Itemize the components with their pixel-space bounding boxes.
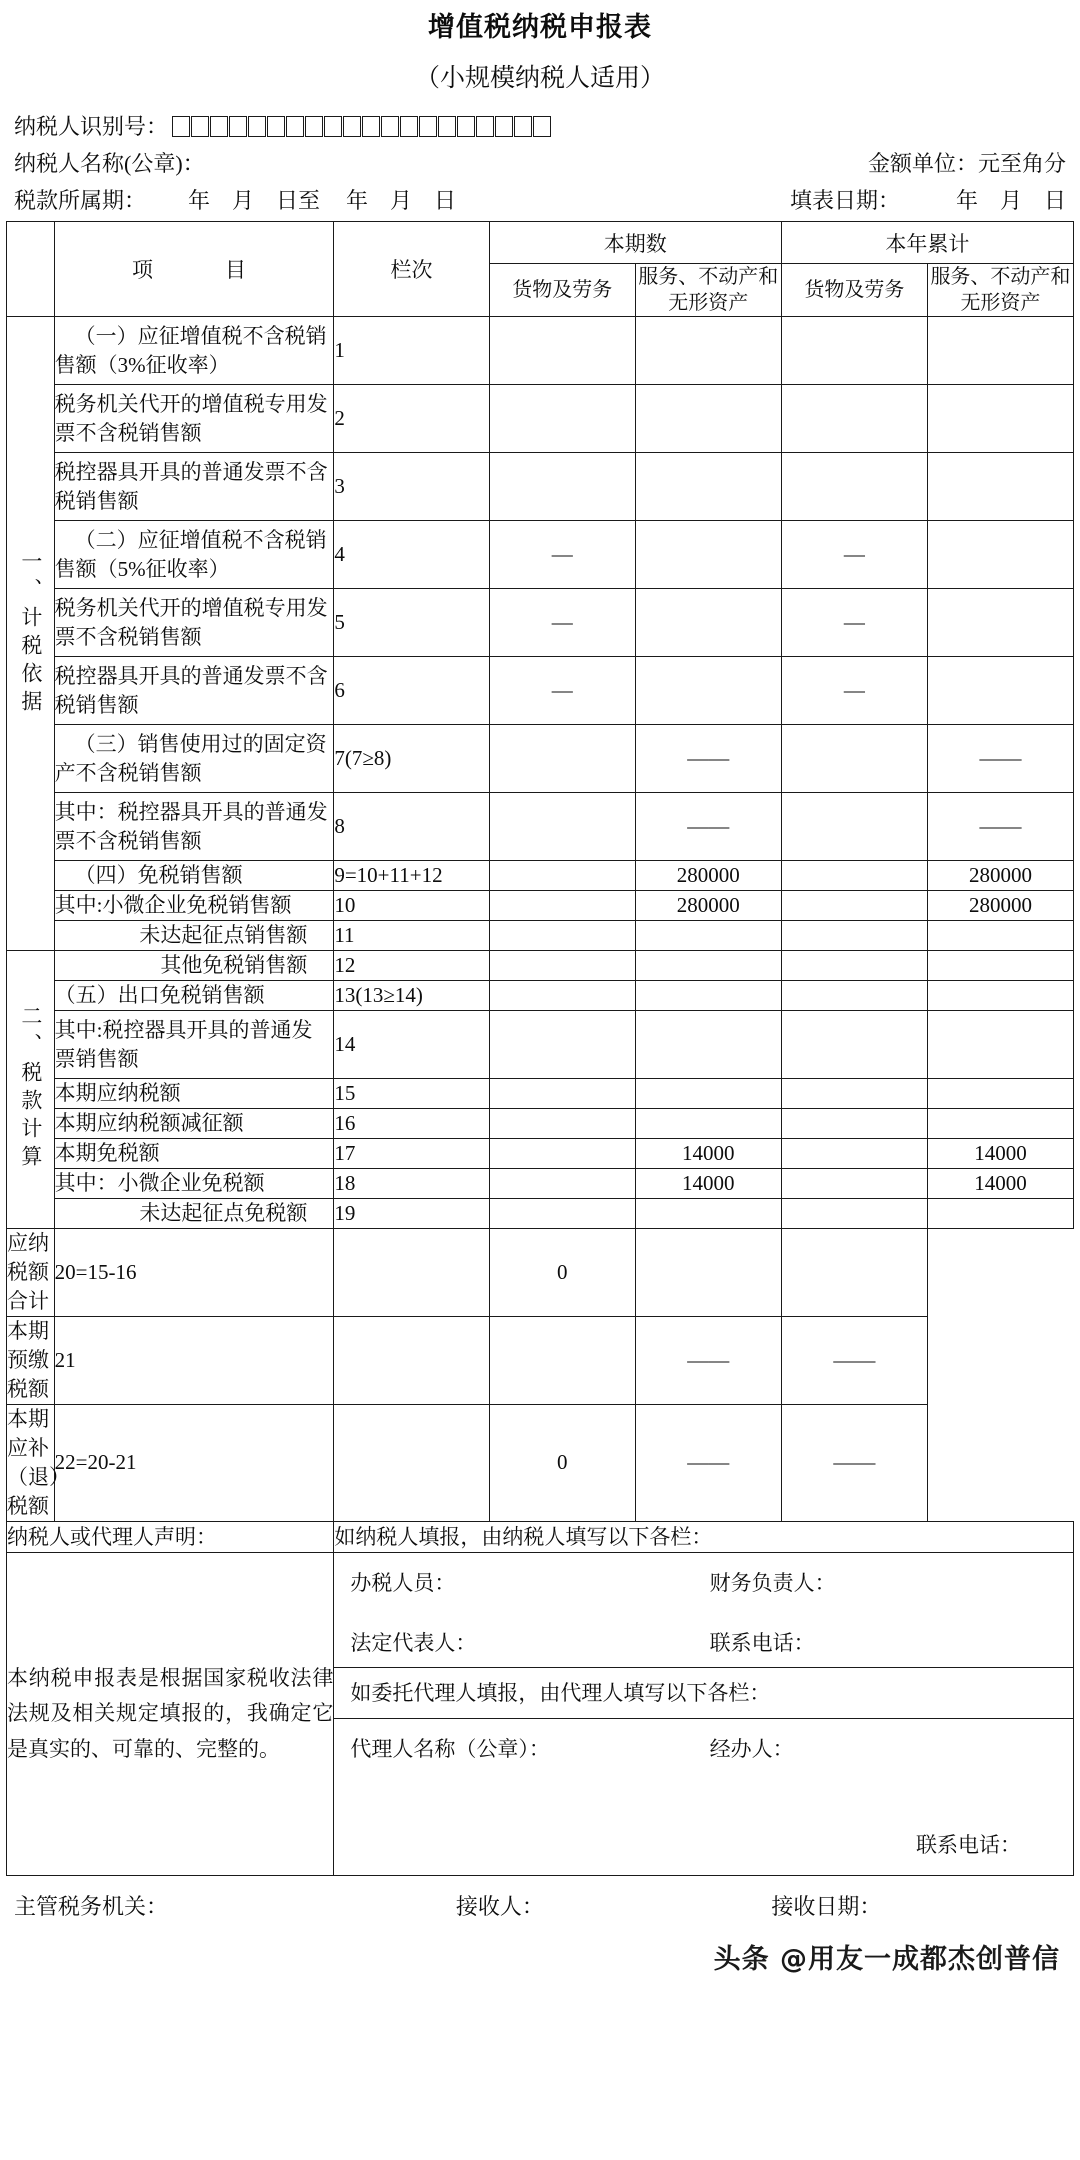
taxpayer-id-box[interactable] [476, 116, 494, 137]
cell-services-cumulative[interactable] [927, 1109, 1073, 1139]
cell-goods-cumulative[interactable]: —— [635, 1316, 781, 1404]
period-label: 税款所属期： [14, 188, 147, 214]
cell-goods-current[interactable] [489, 1138, 635, 1168]
cell-goods-current[interactable] [489, 793, 635, 861]
col-group-current-period: 本期数 [489, 222, 781, 264]
receiver-field[interactable]: 接收人： [455, 1894, 544, 1920]
taxpayer-id-box[interactable] [172, 116, 190, 137]
row-item-label: 税务机关代开的增值税专用发票不含税销售额 [54, 385, 334, 453]
agent-notice: 如委托代理人填报，由代理人填写以下各栏： [334, 1668, 1073, 1719]
cell-services-current[interactable] [635, 921, 781, 951]
taxpayer-id-box[interactable] [400, 116, 418, 137]
cell-services-current[interactable]: 280000 [635, 861, 781, 891]
row-item-label: （四）免税销售额 [54, 861, 334, 891]
self-filed-fields [334, 1553, 1073, 1668]
section-label [7, 951, 55, 1229]
row-item-label: 本期免税额 [54, 1138, 334, 1168]
cell-goods-cumulative[interactable] [781, 793, 927, 861]
taxpayer-name-row [14, 138, 1066, 175]
cell-services-cumulative[interactable] [927, 951, 1073, 981]
cell-services-cumulative[interactable]: —— [781, 1404, 927, 1521]
period-row [14, 175, 1066, 221]
table-row [7, 453, 1074, 521]
row-item-label: 税控器具开具的普通发票不含税销售额 [54, 657, 334, 725]
taxpayer-id-box[interactable] [343, 116, 361, 137]
declaration-statement: 本纳税申报表是根据国家税收法律法规及相关规定填报的，我确定它是真实的、可靠的、完整的。 [7, 1553, 334, 1876]
cell-services-cumulative[interactable] [927, 521, 1073, 589]
cell-services-current[interactable] [635, 951, 781, 981]
cell-services-cumulative[interactable] [927, 981, 1073, 1011]
cell-goods-cumulative[interactable] [781, 1198, 927, 1228]
cell-services-cumulative[interactable] [927, 1011, 1073, 1079]
cell-goods-current[interactable] [489, 981, 635, 1011]
row-line-number: 8 [334, 793, 489, 861]
row-item-label: 税控器具开具的普通发票不含税销售额 [54, 453, 334, 521]
cell-goods-current[interactable]: — [489, 657, 635, 725]
page-title: 增值税纳税申报表 [428, 12, 652, 42]
taxpayer-id-box[interactable] [324, 116, 342, 137]
cell-services-cumulative[interactable] [927, 453, 1073, 521]
cell-goods-cumulative[interactable]: — [781, 589, 927, 657]
col-header-lineno: 栏次 [334, 222, 489, 317]
handler-field[interactable]: 办税人员： [350, 1571, 456, 1595]
declaration-row-2 [7, 1553, 1074, 1876]
cell-goods-current[interactable] [489, 1079, 635, 1109]
cell-goods-current[interactable] [489, 1198, 635, 1228]
taxpayer-id-box[interactable] [191, 116, 209, 137]
row-line-number: 12 [334, 951, 489, 981]
table-row [7, 589, 1074, 657]
cell-goods-current[interactable]: — [489, 521, 635, 589]
declaration-section [7, 1521, 1074, 1876]
table-row [7, 1198, 1074, 1228]
row-line-number: 7(7≥8) [334, 725, 489, 793]
table-row [7, 1079, 1074, 1109]
cell-goods-current[interactable] [489, 891, 635, 921]
taxpayer-id-box[interactable] [286, 116, 304, 137]
cell-goods-current[interactable] [489, 921, 635, 951]
cell-services-current[interactable] [635, 453, 781, 521]
row-line-number: 20=15-16 [54, 1228, 334, 1316]
taxpayer-id-box[interactable] [210, 116, 228, 137]
declaration-notice-taxpayer: 如纳税人填报，由纳税人填写以下各栏： [334, 1521, 1074, 1552]
row-item-label: 税务机关代开的增值税专用发票不含税销售额 [54, 589, 334, 657]
taxpayer-id-box[interactable] [438, 116, 456, 137]
agent-phone-field[interactable]: 联系电话： [916, 1833, 1021, 1858]
taxpayer-id-label: 纳税人识别号： [14, 114, 169, 140]
cell-goods-cumulative[interactable] [635, 1228, 781, 1316]
watermark: 头条 @用友一成都杰创普信 [713, 1944, 1060, 1976]
row-item-label: 本期应纳税额 [54, 1079, 334, 1109]
cell-services-current[interactable]: 14000 [635, 1168, 781, 1198]
cell-services-cumulative[interactable] [927, 657, 1073, 725]
cell-services-cumulative[interactable]: —— [781, 1316, 927, 1404]
row-item-label: 其中：税控器具开具的普通发票不含税销售额 [54, 793, 334, 861]
cell-goods-cumulative[interactable]: — [781, 657, 927, 725]
row-item-label: 本期预缴税额 [7, 1316, 55, 1404]
cell-goods-current[interactable] [334, 1228, 489, 1316]
table-row [7, 891, 1074, 921]
cell-services-cumulative[interactable] [927, 385, 1073, 453]
cell-services-current[interactable] [635, 521, 781, 589]
taxpayer-id-box[interactable] [419, 116, 437, 137]
table-row [7, 1168, 1074, 1198]
declaration-label: 纳税人或代理人声明： [7, 1521, 334, 1552]
table-row [7, 1404, 1074, 1521]
table-row [7, 921, 1074, 951]
row-line-number: 1 [334, 317, 489, 385]
row-line-number: 9=10+11+12 [334, 861, 489, 891]
row-line-number: 2 [334, 385, 489, 453]
cell-services-current[interactable] [635, 385, 781, 453]
cell-goods-cumulative[interactable] [781, 1138, 927, 1168]
cell-services-current[interactable] [635, 589, 781, 657]
taxpayer-id-box[interactable] [229, 116, 247, 137]
section-label [7, 317, 55, 951]
cell-goods-cumulative[interactable] [781, 921, 927, 951]
table-body [7, 317, 1074, 1521]
taxpayer-id-row [14, 92, 1066, 138]
table-row [7, 657, 1074, 725]
cell-goods-current[interactable] [489, 385, 635, 453]
cell-goods-current[interactable] [489, 1011, 635, 1079]
section-label-text: 二、税款计算 [18, 1005, 43, 1174]
period-from-value[interactable]: 年 月 日至 [188, 188, 321, 214]
table-row [7, 725, 1074, 793]
taxpayer-id-box[interactable] [533, 116, 551, 137]
cell-services-current[interactable] [635, 1011, 781, 1079]
cell-goods-current[interactable] [489, 725, 635, 793]
operator-field[interactable]: 经办人： [709, 1737, 794, 1762]
cell-services-current[interactable] [635, 981, 781, 1011]
row-item-label: 其中:税控器具开具的普通发票销售额 [54, 1011, 334, 1079]
handler-row [334, 1553, 1073, 1613]
row-item-label: 其中:小微企业免税销售额 [54, 891, 334, 921]
cell-goods-current[interactable] [489, 951, 635, 981]
cell-goods-current[interactable] [489, 861, 635, 891]
cell-goods-cumulative[interactable] [781, 385, 927, 453]
table-row [7, 521, 1074, 589]
agent-name-row [334, 1719, 1073, 1777]
row-item-label: （五）出口免税销售额 [54, 981, 334, 1011]
taxpayer-id-box[interactable] [248, 116, 266, 137]
taxpayer-id-box[interactable] [362, 116, 380, 137]
cell-services-cumulative[interactable] [781, 1228, 927, 1316]
row-line-number: 10 [334, 891, 489, 921]
cell-services-cumulative[interactable]: 280000 [927, 861, 1073, 891]
row-line-number: 13(13≥14) [334, 981, 489, 1011]
cell-goods-cumulative[interactable] [781, 317, 927, 385]
cell-services-current[interactable]: 280000 [635, 891, 781, 921]
cell-services-cumulative[interactable] [927, 317, 1073, 385]
agent-fields [334, 1719, 1073, 1875]
cell-goods-cumulative[interactable] [781, 725, 927, 793]
col-header-services-cumulative: 服务、不动产和无形资产 [927, 264, 1073, 317]
row-item-label: （二）应征增值税不含税销售额（5%征收率） [54, 521, 334, 589]
cell-goods-cumulative[interactable] [781, 453, 927, 521]
table-row [7, 1316, 1074, 1404]
cell-goods-cumulative[interactable] [781, 1168, 927, 1198]
cell-services-current[interactable]: 14000 [635, 1138, 781, 1168]
col-header-item: 项 目 [54, 222, 334, 317]
cell-goods-current[interactable] [334, 1404, 489, 1521]
col-header-goods-cumulative: 货物及劳务 [781, 264, 927, 317]
table-row [7, 1109, 1074, 1139]
taxpayer-id-box[interactable] [267, 116, 285, 137]
cell-services-cumulative[interactable]: 14000 [927, 1138, 1073, 1168]
cell-goods-cumulative[interactable] [781, 1011, 927, 1079]
cell-services-cumulative[interactable]: 14000 [927, 1168, 1073, 1198]
cell-goods-current[interactable] [489, 453, 635, 521]
cell-services-cumulative[interactable] [927, 589, 1073, 657]
row-line-number: 19 [334, 1198, 489, 1228]
row-line-number: 6 [334, 657, 489, 725]
col-header-services-current: 服务、不动产和无形资产 [635, 264, 781, 317]
row-line-number: 15 [334, 1079, 489, 1109]
form-footer [6, 1876, 1074, 1921]
cell-services-cumulative[interactable] [927, 921, 1073, 951]
row-item-label: 应纳税额合计 [7, 1228, 55, 1316]
section-label-text: 一、计税依据 [18, 549, 43, 718]
row-item-label: 其中：小微企业免税额 [54, 1168, 334, 1198]
cell-services-current[interactable] [635, 657, 781, 725]
row-line-number: 16 [334, 1109, 489, 1139]
cell-goods-current[interactable] [334, 1316, 489, 1404]
cell-goods-cumulative[interactable] [781, 981, 927, 1011]
taxpayer-id-box[interactable] [495, 116, 513, 137]
taxpayer-name-label: 纳税人名称(公章)： [14, 151, 205, 177]
cell-services-cumulative[interactable] [927, 1198, 1073, 1228]
cell-services-current[interactable]: —— [635, 725, 781, 793]
cell-services-cumulative[interactable]: 280000 [927, 891, 1073, 921]
cell-goods-current[interactable] [489, 1168, 635, 1198]
finance-head-field[interactable]: 财务负责人： [709, 1571, 836, 1595]
table-row [7, 1138, 1074, 1168]
declaration-fields [334, 1553, 1074, 1876]
row-line-number: 17 [334, 1138, 489, 1168]
table-row [7, 1011, 1074, 1079]
cell-services-current[interactable] [635, 1109, 781, 1139]
legal-representative-field[interactable]: 法定代表人： [350, 1631, 477, 1655]
page-subtitle: （小规模纳税人适用） [414, 64, 665, 92]
taxpayer-id-input[interactable] [172, 116, 551, 137]
period-to-value[interactable]: 年 月 日 [346, 188, 457, 214]
col-group-year-cumulative: 本年累计 [781, 222, 1073, 264]
row-item-label: 本期应补（退）税额 [7, 1404, 55, 1521]
row-line-number: 22=20-21 [54, 1404, 334, 1521]
contact-phone-field[interactable]: 联系电话： [709, 1631, 815, 1655]
table-row [7, 981, 1074, 1011]
cell-services-cumulative[interactable] [927, 1079, 1073, 1109]
cell-goods-cumulative[interactable] [781, 951, 927, 981]
table-row [7, 385, 1074, 453]
cell-goods-cumulative[interactable] [781, 861, 927, 891]
row-line-number: 21 [54, 1316, 334, 1404]
cell-goods-cumulative[interactable]: —— [635, 1404, 781, 1521]
row-line-number: 5 [334, 589, 489, 657]
taxpayer-id-box[interactable] [457, 116, 475, 137]
cell-services-cumulative[interactable]: —— [927, 793, 1073, 861]
row-item-label: 未达起征点销售额 [54, 921, 334, 951]
row-line-number: 11 [334, 921, 489, 951]
cell-goods-current[interactable] [489, 1109, 635, 1139]
row-item-label: （三）销售使用过的固定资产不含税销售额 [54, 725, 334, 793]
table-header-row-1 [7, 222, 1074, 264]
cell-services-current[interactable]: 0 [489, 1228, 635, 1316]
cell-services-current[interactable] [489, 1316, 635, 1404]
cell-goods-current[interactable]: — [489, 589, 635, 657]
row-item-label: 未达起征点免税额 [54, 1198, 334, 1228]
form-header [6, 92, 1074, 221]
cell-services-cumulative[interactable]: —— [927, 725, 1073, 793]
amount-unit-label: 金额单位：元至角分 [867, 151, 1066, 177]
cell-services-current[interactable]: 0 [489, 1404, 635, 1521]
declaration-table [6, 221, 1074, 1876]
table-row [7, 951, 1074, 981]
tax-authority-field[interactable]: 主管税务机关： [14, 1894, 169, 1920]
fill-date-label: 填表日期： [789, 188, 900, 214]
row-line-number: 18 [334, 1168, 489, 1198]
taxpayer-id-box[interactable] [514, 116, 532, 137]
fill-date-value[interactable]: 年 月 日 [955, 188, 1066, 214]
declaration-row-1 [7, 1521, 1074, 1552]
col-header-goods-current: 货物及劳务 [489, 264, 635, 317]
row-item-label: 本期应纳税额减征额 [54, 1109, 334, 1139]
row-item-label: 其他免税销售额 [54, 951, 334, 981]
table-row [7, 1228, 1074, 1316]
taxpayer-id-box[interactable] [305, 116, 323, 137]
cell-goods-cumulative[interactable] [781, 1079, 927, 1109]
row-line-number: 4 [334, 521, 489, 589]
agent-name-field[interactable]: 代理人名称（公章）： [350, 1737, 550, 1762]
cell-services-current[interactable]: —— [635, 793, 781, 861]
cell-goods-cumulative[interactable]: — [781, 521, 927, 589]
row-item-label: （一）应征增值税不含税销售额（3%征收率） [54, 317, 334, 385]
cell-goods-cumulative[interactable] [781, 891, 927, 921]
cell-services-current[interactable] [635, 1198, 781, 1228]
receive-date-field[interactable]: 接收日期： [771, 1894, 882, 1920]
cell-goods-current[interactable] [489, 317, 635, 385]
table-header [7, 222, 1074, 317]
row-line-number: 14 [334, 1011, 489, 1079]
row-line-number: 3 [334, 453, 489, 521]
side-header-blank [7, 222, 55, 317]
cell-goods-cumulative[interactable] [781, 1109, 927, 1139]
table-row [7, 317, 1074, 385]
table-row [7, 793, 1074, 861]
cell-services-current[interactable] [635, 317, 781, 385]
taxpayer-id-box[interactable] [381, 116, 399, 137]
table-row [7, 861, 1074, 891]
legal-rep-row [334, 1613, 1073, 1667]
cell-services-current[interactable] [635, 1079, 781, 1109]
